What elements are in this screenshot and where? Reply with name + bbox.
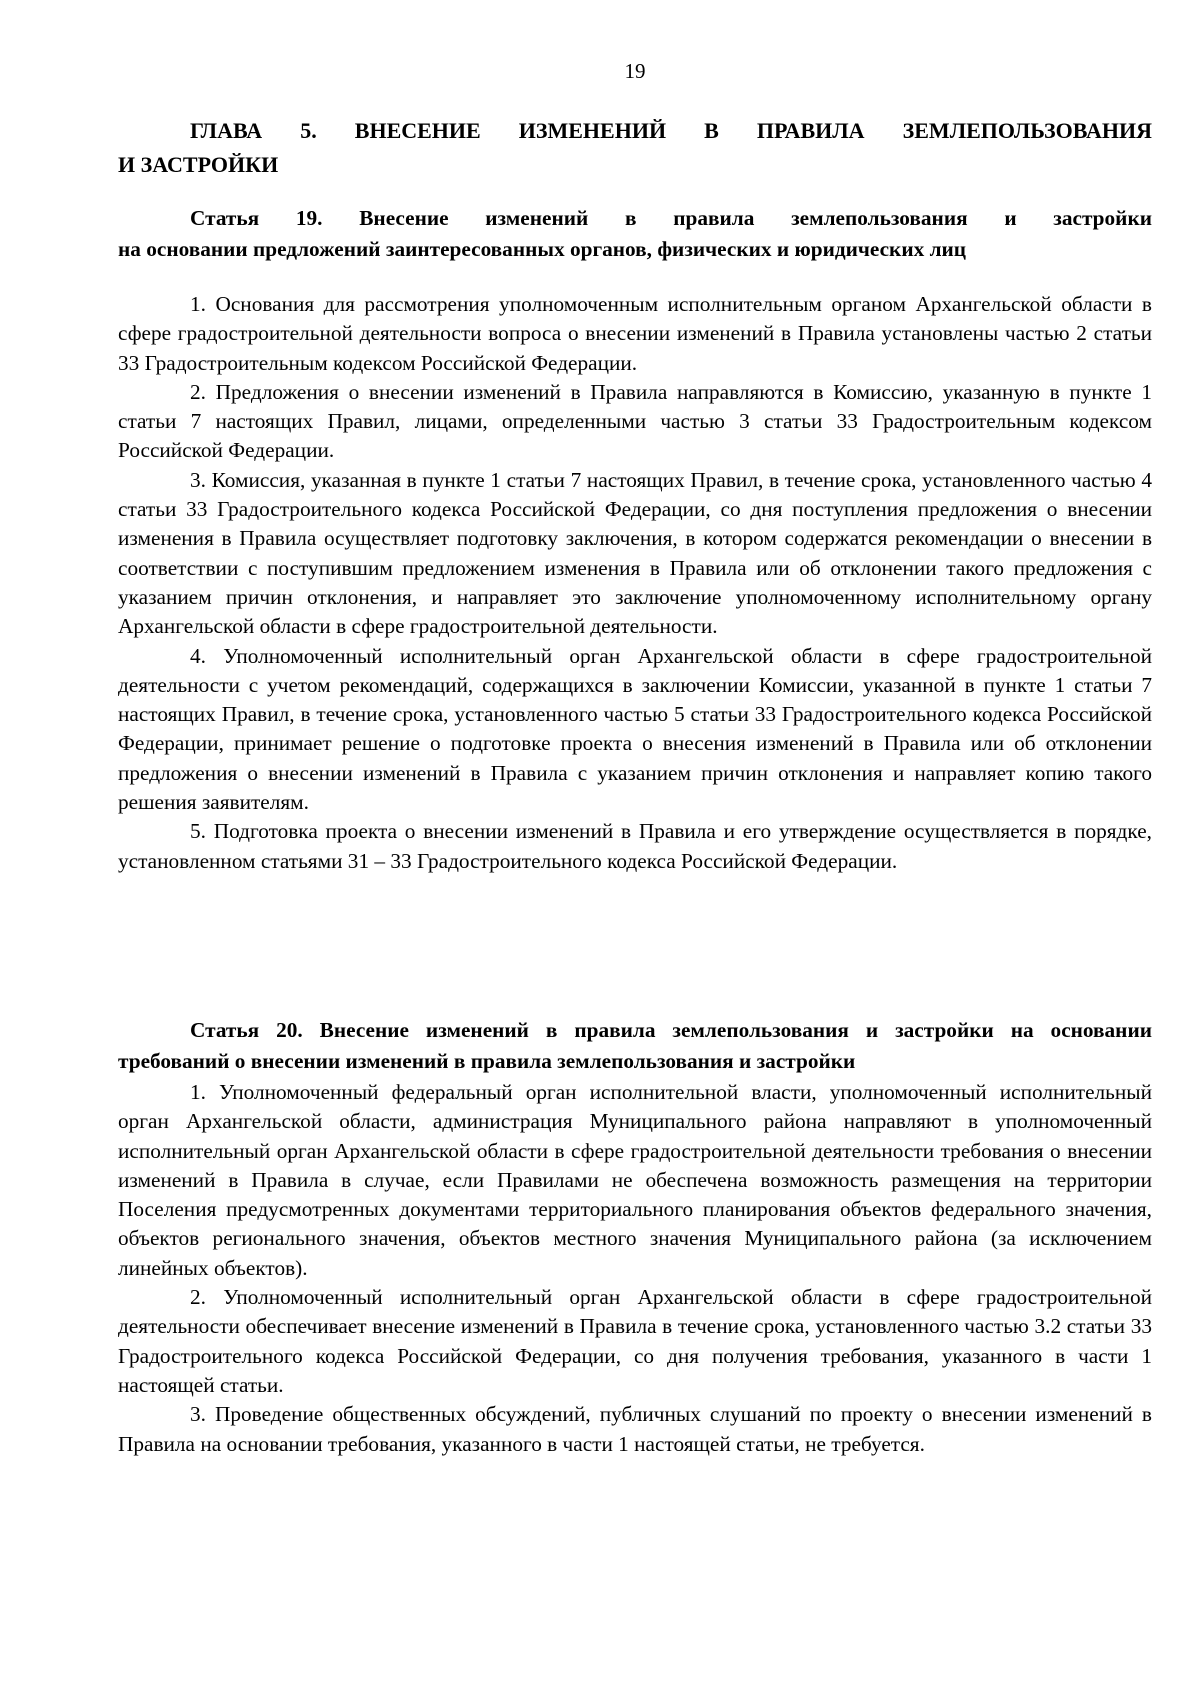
chapter-title-line-1: ГЛАВА 5. ВНЕСЕНИЕ ИЗМЕНЕНИЙ В ПРАВИЛА ЗЕМЛЕПОЛЬЗОВАНИЯ — [190, 118, 1152, 143]
article-19-paragraph-2: 2. Предложения о внесении изменений в Правила направляются в Комиссию, указанную в пункте 1 статьи 7 настоящих Правил, лицами, определенными частью 3 статьи 33 Градостроительным кодексом Российской Федерации. — [118, 379, 1152, 463]
article-19-body — [118, 290, 1152, 876]
article-19-title — [118, 203, 1152, 265]
article-19-paragraph-4: 4. Уполномоченный исполнительный орган Архангельской области в сфере градостроительной деятельности с учетом рекомендаций, содержащихся в заключении Комиссии, указанной в пункте 1 статьи 7 настоящих Правил, в течение срока, установленного частью 5 статьи 33 Градостроительного кодекса Российской Федерации, принимает решение о подготовке проекта о внесения изменений в Правила или об отклонении предложения о внесении изменений в Правила с указанием причин отклонения и направляет копию такого решения заявителям. — [118, 643, 1152, 815]
article-20-title-line-1: Статья 20. Внесение изменений в правила землепользования и застройки на основании — [190, 1018, 1152, 1042]
page-number: 19 — [624, 59, 646, 83]
chapter-title — [118, 114, 1152, 182]
chapter-title-line-2: И ЗАСТРОЙКИ — [118, 152, 279, 177]
article-20-paragraph-1: 1. Уполномоченный федеральный орган исполнительной власти, уполномоченный исполнительный орган Архангельской области, администрация Муниципального района направляют в уполномоченный исполнительный орган Архангельской области в сфере градостроительной деятельности требования о внесении изменений в Правила в случае, если Правилами не обеспечена возможность размещения на территории Поселения предусмотренных документами территориального планирования объектов федерального значения, объектов регионального значения, объектов местного значения Муниципального района (за исключением линейных объектов). — [118, 1080, 1152, 1280]
article-19-title-line-1: Статья 19. Внесение изменений в правила землепользования и застройки — [190, 206, 1152, 230]
article-20-paragraph-3: 3. Проведение общественных обсуждений, публичных слушаний по проекту о внесении изменений в Правила на основании требования, указанного в части 1 настоящей статьи, не требуется. — [118, 1402, 1152, 1456]
article-20-title-line-2: требований о внесении изменений в правила землепользования и застройки — [118, 1049, 856, 1073]
article-20-paragraph-2: 2. Уполномоченный исполнительный орган Архангельской области в сфере градостроительной деятельности обеспечивает внесение изменений в Правила в течение срока, установленного частью 3.2 статьи 33 Градостроительного кодекса Российской Федерации, со дня получения требования, указанного в части 1 настоящей статьи. — [118, 1285, 1152, 1397]
article-20-title — [118, 1015, 1152, 1077]
article-19-paragraph-3: 3. Комиссия, указанная в пункте 1 статьи 7 настоящих Правил, в течение срока, установленного частью 4 статьи 33 Градостроительного кодекса Российской Федерации, со дня поступления предложения о внесении изменения в Правила осуществляет подготовку заключения, в котором содержатся рекомендации о внесении в соответствии с поступившим предложением изменения в Правила или об отклонении такого предложения с указанием причин отклонения, и направляет это заключение уполномоченному исполнительному органу Архангельской области в сфере градостроительной деятельности. — [118, 467, 1152, 639]
article-20-body — [118, 1078, 1152, 1459]
article-20 — [118, 1015, 1152, 1459]
article-19-paragraph-5: 5. Подготовка проекта о внесении изменений в Правила и его утверждение осуществляется в порядке, установленном статьями 31 – 33 Градостроительного кодекса Российской Федерации. — [118, 819, 1152, 873]
article-19-title-line-2: на основании предложений заинтересованных органов, физических и юридических лиц — [118, 237, 967, 261]
article-19 — [118, 203, 1152, 876]
article-19-paragraph-1: 1. Основания для рассмотрения уполномоченным исполнительным органом Архангельской области в сфере градостроительной деятельности вопроса о внесении изменений в Правила установлены частью 2 статьи 33 Градостроительным кодексом Российской Федерации. — [118, 292, 1152, 375]
